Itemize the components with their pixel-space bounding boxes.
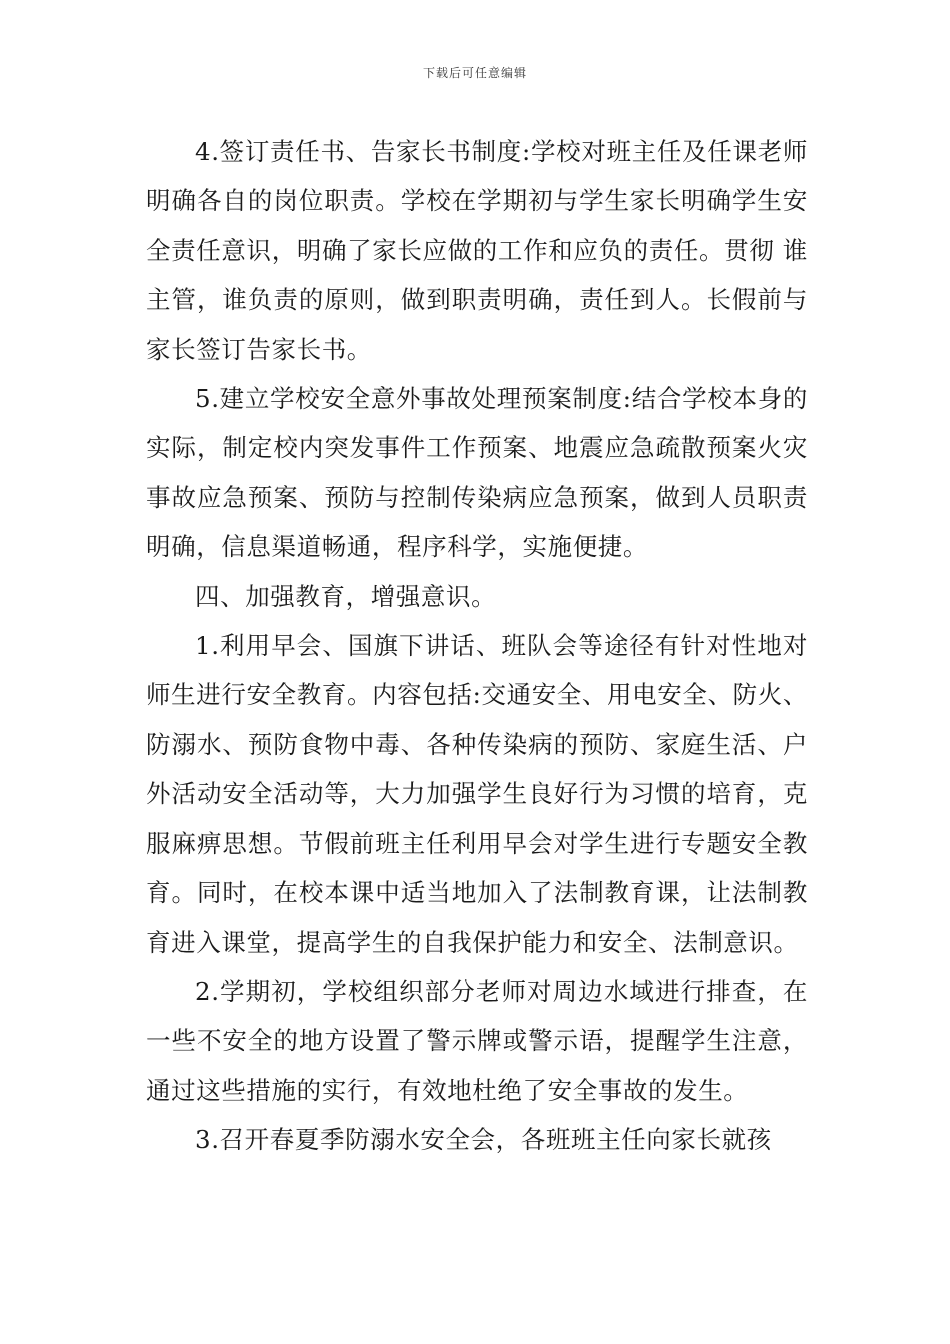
section-heading-education: 四、加强教育，增强意识。 [195, 581, 497, 611]
paragraph-safety-education: 1.利用早会、国旗下讲话、班队会等途径有针对性地对师生进行安全教育。内容包括:交通安全、用电安全、防火、防溺水、预防食物中毒、各种传染病的预防、家庭生活、户外活动安全活动等，大力加强学生良好行为习惯的培育，克服麻痹思想。节假前班主任利用早会对学生进行专题安全教育。同时，在校本课中适当地加入了法制教育课，让法制教育进入课堂，提高学生的自我保护能力和安全、法制意识。 [146, 631, 808, 957]
paragraph-drowning-meeting: 3.召开春夏季防溺水安全会，各班班主任向家长就孩 [195, 1125, 772, 1155]
paragraph-emergency-plan: 5.建立学校安全意外事故处理预案制度:结合学校本身的实际，制定校内突发事件工作预案、地震应急疏散预案火灾事故应急预案、预防与控制传染病应急预案，做到人员职责明确，信息渠道畅通，程序科学，实施便捷。 [146, 384, 808, 562]
paragraph-water-inspection: 2.学期初，学校组织部分老师对周边水域进行排查，在一些不安全的地方设置了警示牌或警示语，提醒学生注意，通过这些措施的实行，有效地杜绝了安全事故的发生。 [146, 976, 808, 1105]
paragraph-responsibility-letter: 4.签订责任书、告家长书制度:学校对班主任及任课老师明确各自的岗位职责。学校在学期初与学生家长明确学生安全责任意识，明确了家长应做的工作和应负的责任。贯彻 谁主管，谁负责的原则，做到职责明确，责任到人。长假前与家长签订告家长书。 [146, 137, 808, 364]
document-body [146, 127, 808, 1165]
header-note: 下载后可任意编辑 [422, 66, 527, 80]
